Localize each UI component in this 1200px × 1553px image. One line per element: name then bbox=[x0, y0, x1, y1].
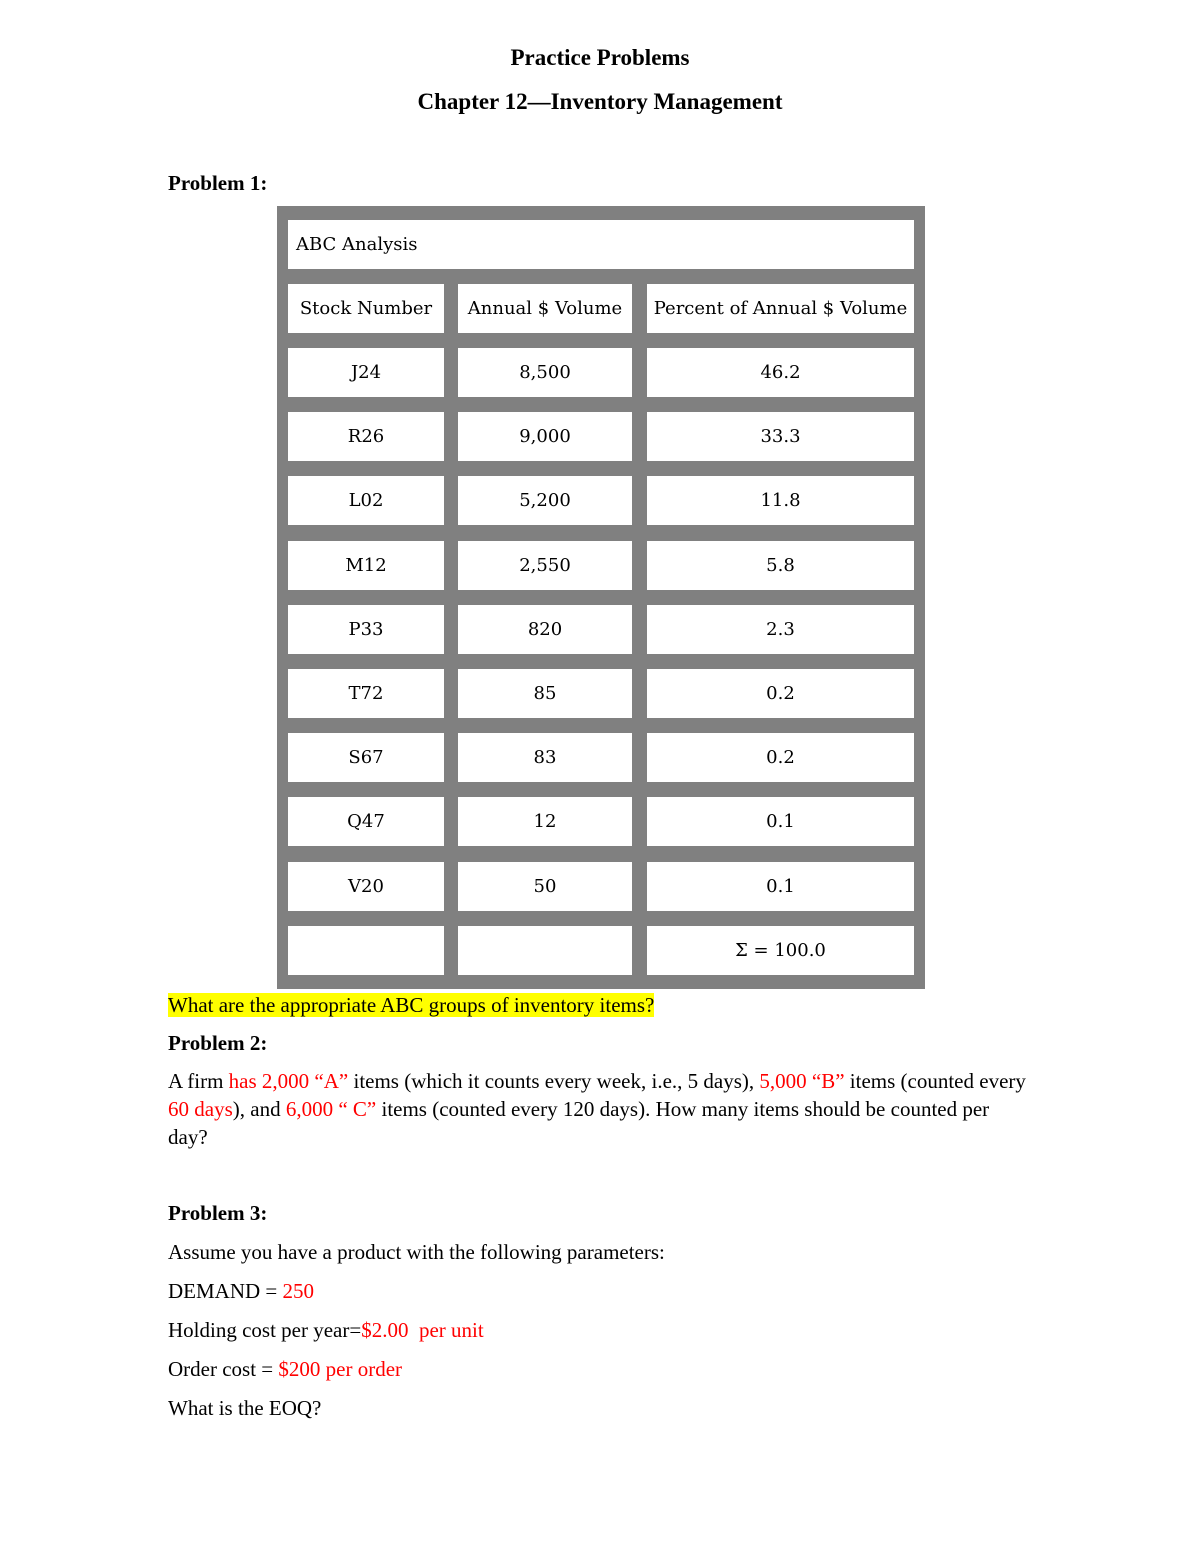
table-cell-percent-volume: 0.2 bbox=[647, 733, 914, 782]
table-cell-stock-number: L02 bbox=[288, 476, 444, 525]
table-cell-annual-volume: 8,500 bbox=[458, 348, 632, 397]
p2-text-2: items (which it counts every week, i.e., 5 days), bbox=[348, 1069, 760, 1093]
p2-text-1: A firm bbox=[168, 1069, 229, 1093]
p2-text-3: items (counted every bbox=[844, 1069, 1026, 1093]
table-cell-annual-volume: 12 bbox=[458, 797, 632, 846]
highlighted-question: What are the appropriate ABC groups of inventory items? bbox=[168, 993, 655, 1017]
holding-cost-label: Holding cost per year= bbox=[168, 1318, 362, 1342]
p2-text-5: items (counted every 120 days). How many items should be counted per day? bbox=[168, 1097, 990, 1149]
table-cell-annual-volume: 85 bbox=[458, 669, 632, 718]
total-cell-volume bbox=[458, 926, 632, 975]
order-cost-line bbox=[168, 1355, 402, 1383]
problem-3-heading: Problem 3: bbox=[168, 1201, 268, 1225]
problem-2-text bbox=[168, 1067, 1028, 1151]
header-stock-number: Stock Number bbox=[288, 284, 444, 333]
table-cell-percent-volume: 0.1 bbox=[647, 797, 914, 846]
demand-label: DEMAND = bbox=[168, 1279, 283, 1303]
header-percent-volume: Percent of Annual $ Volume bbox=[647, 284, 914, 333]
header-annual-volume: Annual $ Volume bbox=[458, 284, 632, 333]
table-cell-annual-volume: 50 bbox=[458, 862, 632, 911]
p2-text-4: ), and bbox=[232, 1097, 286, 1121]
abc-analysis-table bbox=[277, 206, 925, 989]
table-cell-stock-number: P33 bbox=[288, 605, 444, 654]
total-cell-percent: Σ = 100.0 bbox=[647, 926, 914, 975]
holding-cost-line bbox=[168, 1316, 484, 1344]
table-cell-percent-volume: 5.8 bbox=[647, 541, 914, 590]
problem-3-question: What is the EOQ? bbox=[168, 1396, 322, 1420]
p2-red-c-items: 6,000 “ C” bbox=[285, 1097, 377, 1121]
table-cell-percent-volume: 0.2 bbox=[647, 669, 914, 718]
problem-1-heading: Problem 1: bbox=[168, 171, 268, 195]
table-cell-stock-number: J24 bbox=[288, 348, 444, 397]
table-cell-percent-volume: 46.2 bbox=[647, 348, 914, 397]
table-cell-annual-volume: 83 bbox=[458, 733, 632, 782]
table-cell-annual-volume: 820 bbox=[458, 605, 632, 654]
table-cell-stock-number: T72 bbox=[288, 669, 444, 718]
holding-cost-value: $2.00 per unit bbox=[361, 1318, 484, 1342]
table-cell-percent-volume: 33.3 bbox=[647, 412, 914, 461]
table-cell-stock-number: Q47 bbox=[288, 797, 444, 846]
table-cell-percent-volume: 2.3 bbox=[647, 605, 914, 654]
table-cell-percent-volume: 11.8 bbox=[647, 476, 914, 525]
table-caption: ABC Analysis bbox=[288, 220, 914, 269]
table-cell-annual-volume: 2,550 bbox=[458, 541, 632, 590]
p2-red-b-items: 5,000 “B” bbox=[759, 1069, 845, 1093]
p2-red-a-items: has 2,000 “A” bbox=[228, 1069, 349, 1093]
order-cost-value: $200 per order bbox=[278, 1357, 403, 1381]
table-cell-percent-volume: 0.1 bbox=[647, 862, 914, 911]
problem-2-heading: Problem 2: bbox=[168, 1031, 268, 1055]
p2-red-days: 60 days bbox=[168, 1097, 233, 1121]
chapter-title: Chapter 12—Inventory Management bbox=[417, 89, 783, 114]
total-cell-stock bbox=[288, 926, 444, 975]
table-cell-stock-number: V20 bbox=[288, 862, 444, 911]
problem-1-question bbox=[168, 991, 654, 1019]
demand-value: 250 bbox=[282, 1279, 315, 1303]
order-cost-label: Order cost = bbox=[168, 1357, 279, 1381]
table-cell-stock-number: S67 bbox=[288, 733, 444, 782]
demand-line bbox=[168, 1277, 314, 1305]
page-title: Practice Problems bbox=[510, 45, 690, 70]
table-cell-stock-number: R26 bbox=[288, 412, 444, 461]
problem-3-intro: Assume you have a product with the following parameters: bbox=[168, 1240, 665, 1264]
table-cell-stock-number: M12 bbox=[288, 541, 444, 590]
table-cell-annual-volume: 5,200 bbox=[458, 476, 632, 525]
table-cell-annual-volume: 9,000 bbox=[458, 412, 632, 461]
